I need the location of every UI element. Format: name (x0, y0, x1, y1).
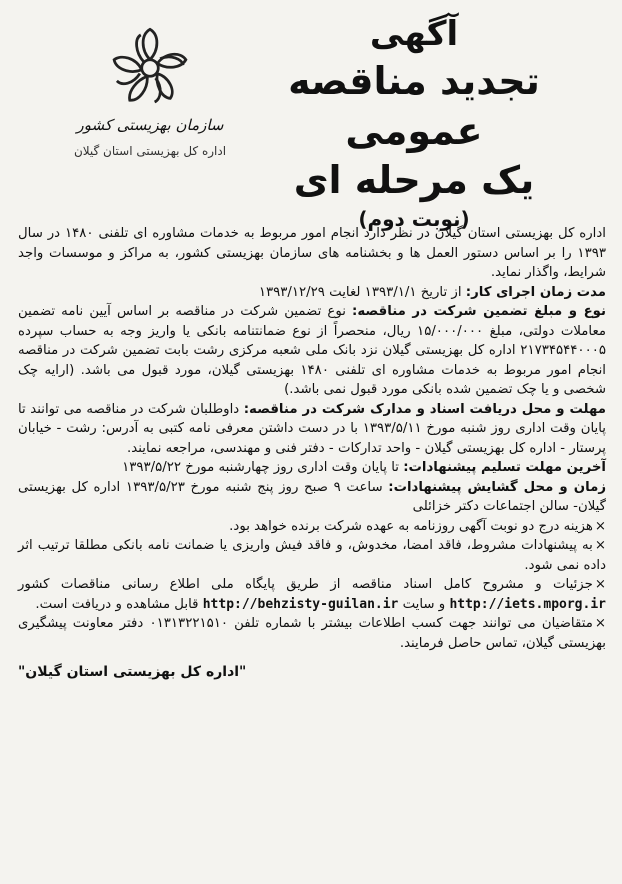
section-guarantee (18, 302, 606, 400)
note-invalid-bids: × به پیشنهادات مشروط، فاقد امضا، مخدوش، و فاقد فیش واریزی یا ضمانت نامه بانکی مطلقا ترتیب اثر داده نمی شود. (18, 536, 606, 575)
section-opening (18, 478, 606, 517)
note-text: جزئیات و مشروح کامل اسناد مناقصه از طریق پایگاه ملی اطلاع رسانی مناقصات کشور (18, 577, 593, 592)
intro-paragraph: اداره کل بهزیستی استان گیلان در نظر دارد انجام امور مربوط به خدمات مشاوره ای تلفنی ۱۴۸۰ در سال ۱۳۹۳ را بر اساس دستور العمل ها و بخشنامه های سازمان بهزیستی کشور، به مراکز و موسسات واجد شرایط، واگذار نماید. (18, 226, 606, 280)
section-text: از تاریخ ۱۳۹۳/۱/۱ لغایت ۱۳۹۳/۱۲/۲۹ (258, 284, 466, 300)
notice-headline (224, 12, 604, 234)
note-text: قابل مشاهده و دریافت است. (35, 596, 203, 612)
headline-round: (نوبت دوم) (358, 207, 470, 231)
note-advertising-cost: × هزینه درج دو نوبت آگهی روزنامه به عهده شرکت برنده خواهد بود. (18, 517, 606, 537)
section-label: مدت زمان اجرای کار: (465, 284, 606, 300)
headline-line-3: یک مرحله ای (293, 158, 535, 202)
org-logo-block (70, 22, 230, 202)
section-label: زمان و محل گشایش پیشنهادات: (388, 479, 606, 495)
headline-line-1: آگهی (369, 14, 459, 54)
org-subtitle: اداره کل بهزیستی استان گیلان (73, 144, 227, 158)
notice-body (18, 224, 606, 683)
section-text: تا پایان وقت اداری روز چهارشنبه مورخ ۱۳۹۳/۵/۲۲ (122, 460, 404, 475)
org-name: سازمان بهزیستی کشور (76, 116, 224, 134)
section-label: نوع و مبلغ تضمین شرکت در مناقصه: (352, 304, 606, 319)
section-duration (18, 283, 606, 303)
behzisti-flower-logo-icon (104, 22, 196, 114)
behzisty-site-link[interactable]: http://behzisty-guilan.ir (202, 596, 399, 612)
note-contact-phone: × متقاضیان می توانند جهت کسب اطلاعات بیشتر با شماره تلفن ۰۱۳۱۳۲۲۱۵۱۰ دفتر معاونت پیشگیری بهزیستی گیلان، تماس حاصل فرمایند. (18, 614, 606, 653)
section-text: نوع تضمین شرکت در مناقصه بر اساس آیین نامه تضمین معاملات دولتی، مبلغ ۱۵/۰۰۰/۰۰۰ ریال، منحصراً از نوع ضمانتنامه بانکی یا واریز وجه به حساب سپرده ۲۱۷۳۴۵۴۴۰۰۰۵ اداره کل بهزیستی گیلان نزد بانک ملی شعبه مرکزی رشت بابت تضمین شرکت در مناقصه انجام امور مربوط به خدمات مشاوره ای تلفنی ۱۴۸۰ بهزیستی گیلان، مورد قبول می باشد. (ارایه چک شخصی و یا چک تضمین شده بانکی مورد قبول نمی باشد.) (18, 304, 606, 397)
note-text: و سایت (398, 596, 450, 612)
signature-line (18, 663, 606, 683)
signature-text: "اداره کل بهزیستی استان گیلان" (18, 664, 247, 680)
section-documents (18, 400, 606, 459)
section-text: داوطلبان شرکت در مناقصه می توانند تا پایان وقت اداری روز شنبه مورخ ۱۳۹۳/۵/۱۱ با در دست داشتن معرفی نامه کتبی به آدرس: رشت - خیابان پرستار - اداره کل بهزیستی گیلان - واحد تدارکات - دفتر فنی و مهندسی، مراجعه نمایند. (18, 401, 606, 456)
headline-line-2: تجدید مناقصه عمومی (288, 59, 540, 153)
section-label: آخرین مهلت تسلیم پیشنهادات: (403, 460, 606, 475)
section-label: مهلت و محل دریافت اسناد و مدارک شرکت در مناقصه: (243, 401, 606, 417)
section-text: ساعت ۹ صبح روز پنج شنبه مورخ ۱۳۹۳/۵/۲۳ اداره کل بهزیستی گیلان- سالن اجتماعات دکتر خزائلی (18, 479, 606, 514)
note-documents-online (18, 575, 606, 614)
iets-link[interactable]: http://iets.mporg.ir (449, 596, 606, 612)
section-deadline (18, 458, 606, 478)
